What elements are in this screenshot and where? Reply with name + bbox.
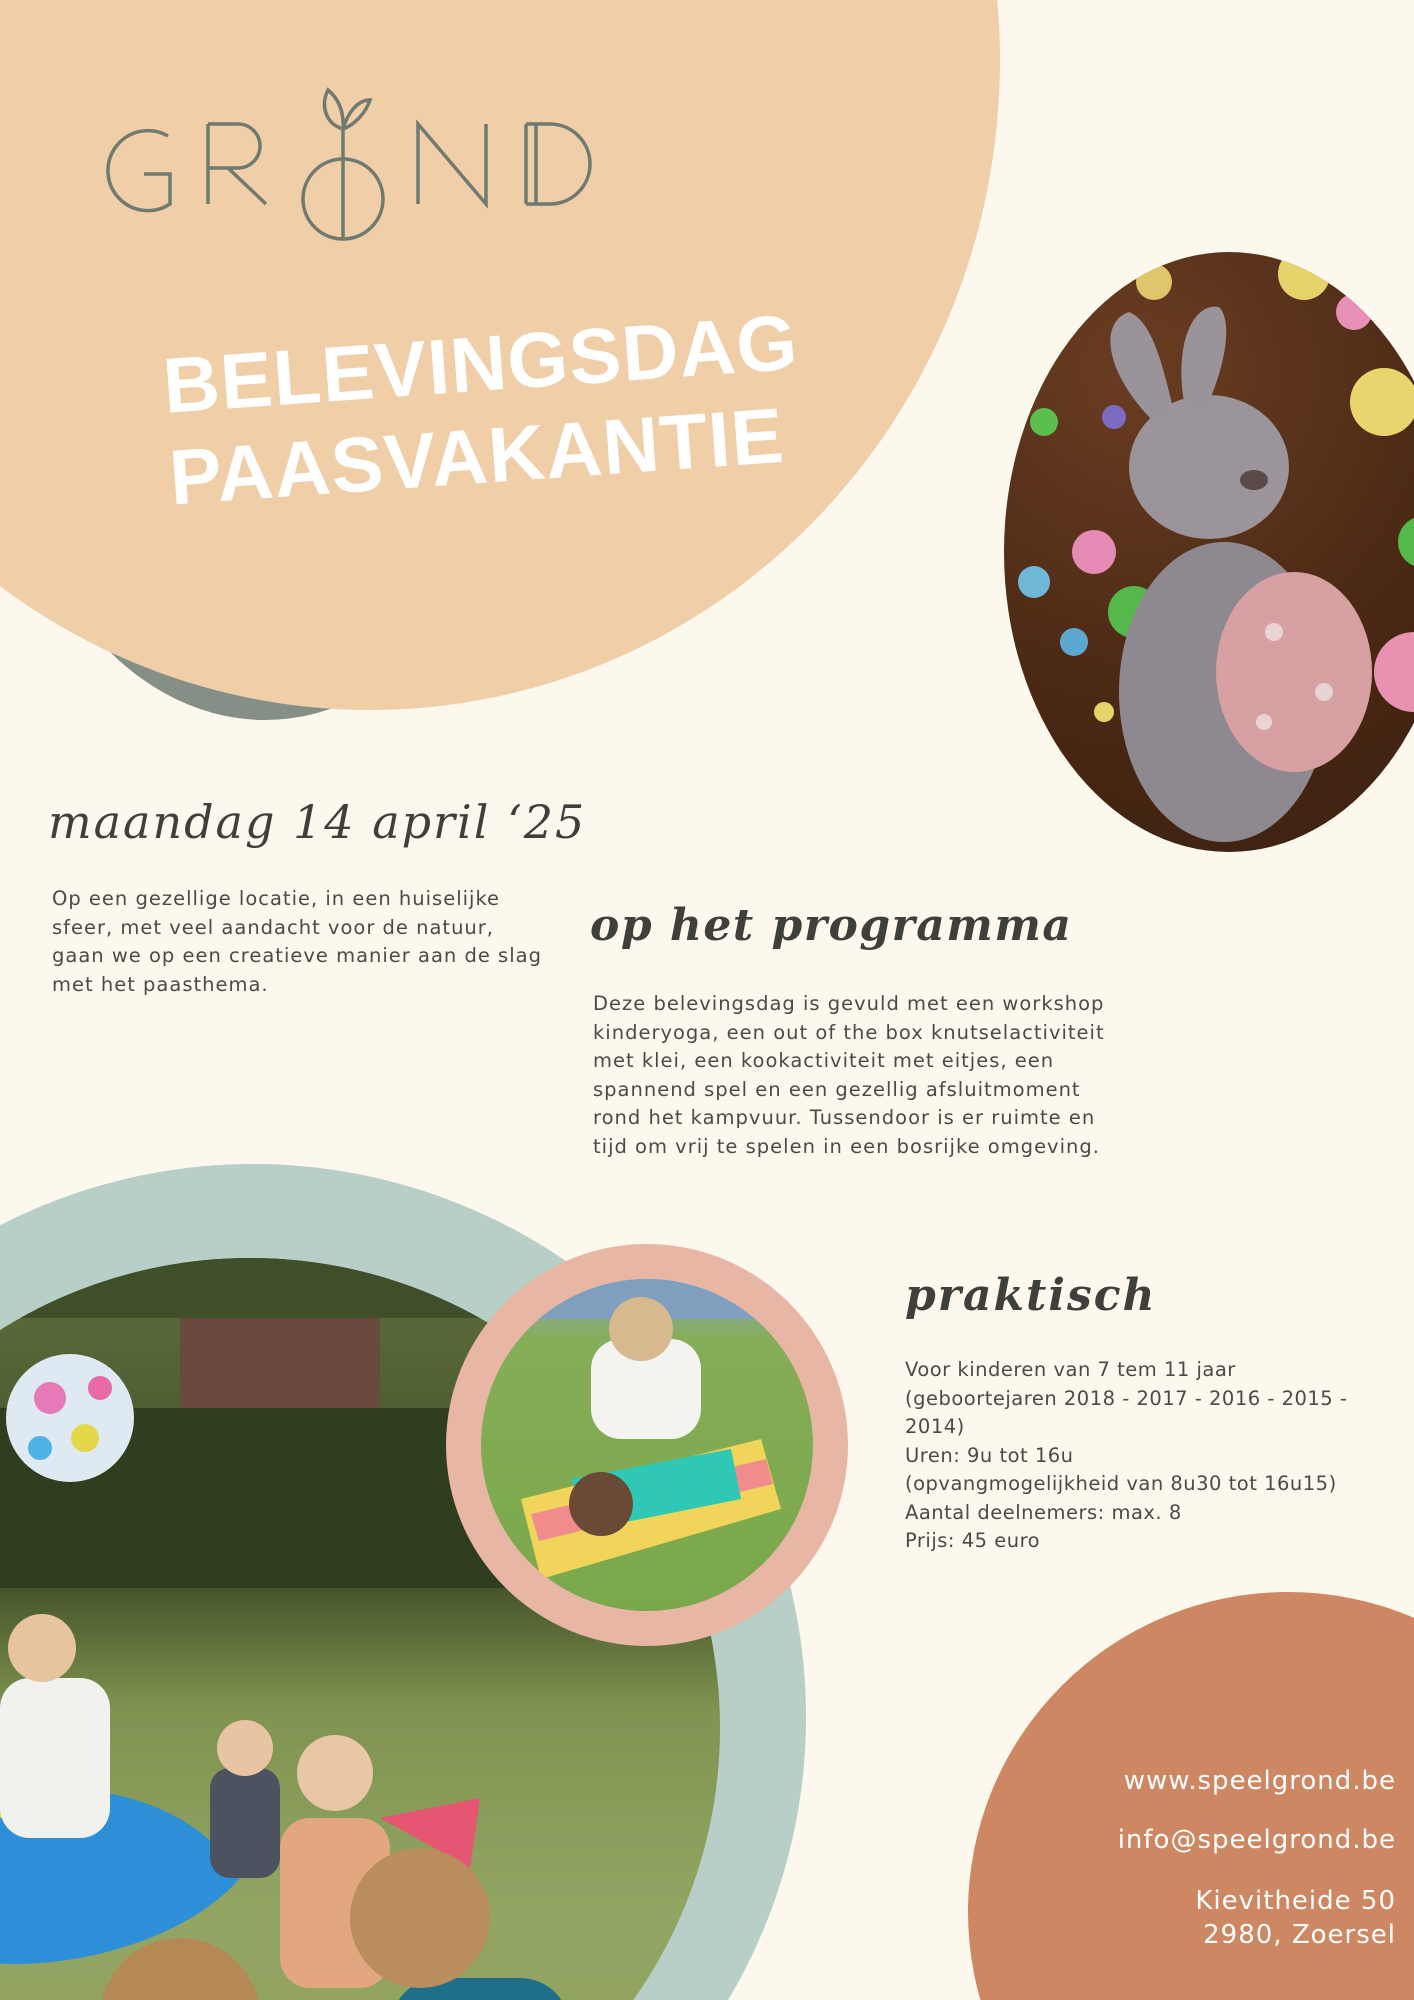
kids-yoga-photo <box>481 1279 813 1611</box>
practical-childcare: (opvangmogelijkheid van 8u30 tot 16u15) <box>905 1472 1337 1495</box>
kids-yoga-illustration <box>481 1279 813 1611</box>
practical-info-list <box>905 1356 1385 1556</box>
practical-hours: Uren: 9u tot 16u <box>905 1443 1074 1467</box>
program-text: Deze belevingsdag is gevuld met een workshop kinderyoga, een out of the box knutselactiviteit met klei, een kookactiviteit met eitjes, een spannend spel en een gezellig afsluitmoment rond het kampvuur. Tussendoor is er ruimte en tijd om vrij te spelen in een bosrijke omgeving. <box>593 992 1105 1158</box>
practical-heading: praktisch <box>905 1270 1157 1321</box>
practical-price: Prijs: 45 euro <box>905 1529 1041 1552</box>
email-link[interactable]: info@speelgrond.be <box>1117 1825 1396 1855</box>
address-city: 2980, Zoersel <box>1203 1920 1396 1950</box>
website-link[interactable]: www.speelgrond.be <box>1123 1766 1396 1796</box>
practical-participants: Aantal deelnemers: max. 8 <box>905 1500 1182 1524</box>
contact-block <box>1118 1766 1396 1952</box>
practical-birth-years: (geboortejaren 2018 - 2017 - 2016 - 2015 - 2014) <box>905 1386 1348 1438</box>
address-street: Kievitheide 50 <box>1195 1886 1396 1916</box>
title-line-1: BELEVINGSDAG <box>160 297 801 430</box>
felt-bunny-illustration <box>1004 252 1414 852</box>
practical-age: Voor kinderen van 7 tem 11 jaar <box>905 1358 1236 1381</box>
grond-logo <box>88 84 608 244</box>
title-line-2: PAASVAKANTIE <box>166 390 788 522</box>
event-date: maandag 14 april ‘25 <box>48 795 587 849</box>
easter-bunny-photo <box>1004 252 1414 852</box>
intro-text: Op een gezellige locatie, in een huiselijke sfeer, met veel aandacht voor de natuur, gaan we op een creatieve manier aan de slag met het paasthema. <box>52 887 542 996</box>
program-heading: op het programma <box>590 900 1073 951</box>
